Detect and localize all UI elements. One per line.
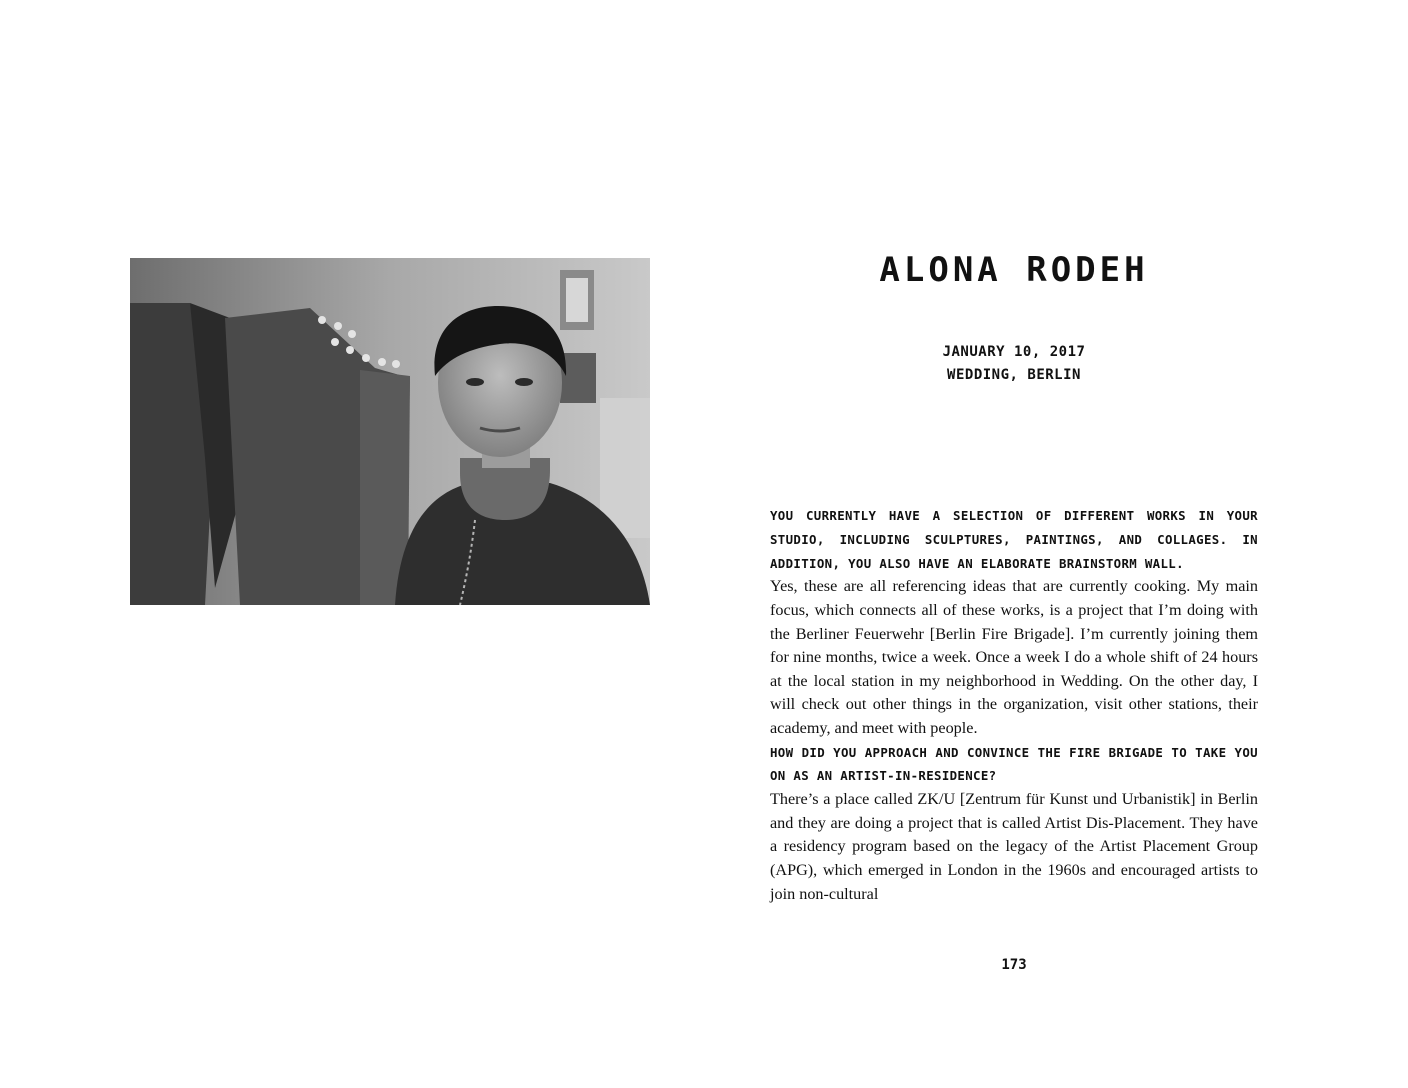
interview-location: WEDDING, BERLIN [947, 367, 1081, 383]
interview-title: ALONA RODEH [879, 250, 1149, 290]
question-2: HOW DID YOU APPROACH AND CONVINCE THE FIRE BRIGADE TO TAKE YOU ON AS AN ARTIST-IN-RESIDENCE? [770, 744, 1258, 784]
page-number: 173 [1001, 957, 1027, 973]
interview-meta [770, 341, 1258, 387]
portrait-photo [130, 258, 650, 605]
question-1: YOU CURRENTLY HAVE A SELECTION OF DIFFERENT WORKS IN YOUR STUDIO, INCLUDING SCULPTURES, PAINTINGS, AND COLLAGES. IN ADDITION, YOU ALSO HAVE AN ELABORATE BRAINSTORM WALL. [770, 508, 1258, 571]
answer-1: Yes, these are all referencing ideas that are currently cooking. My main focus, which connects all of these works, is a project that I’m doing with the Berliner Feuerwehr [Berlin Fire Brigade]. I’m currently joining them for nine months, twice a week. Once a week I do a whole shift of 24 hours at the local station in my neighborhood in Wedding. On the other day, I will check out other things in the organization, visit other stations, their academy, and meet with people. [770, 577, 1258, 737]
interview-body [770, 504, 1258, 906]
interview-date: JANUARY 10, 2017 [942, 344, 1086, 360]
answer-2: There’s a place called ZK/U [Zentrum für Kunst und Urbanistik] in Berlin and they are doing a project that is called Artist Dis-Placement. They have a residency program based on the legacy of the Artist Placement Group (APG), which emerged in London in the 1960s and encouraged artists to join non-cultural [770, 790, 1258, 903]
